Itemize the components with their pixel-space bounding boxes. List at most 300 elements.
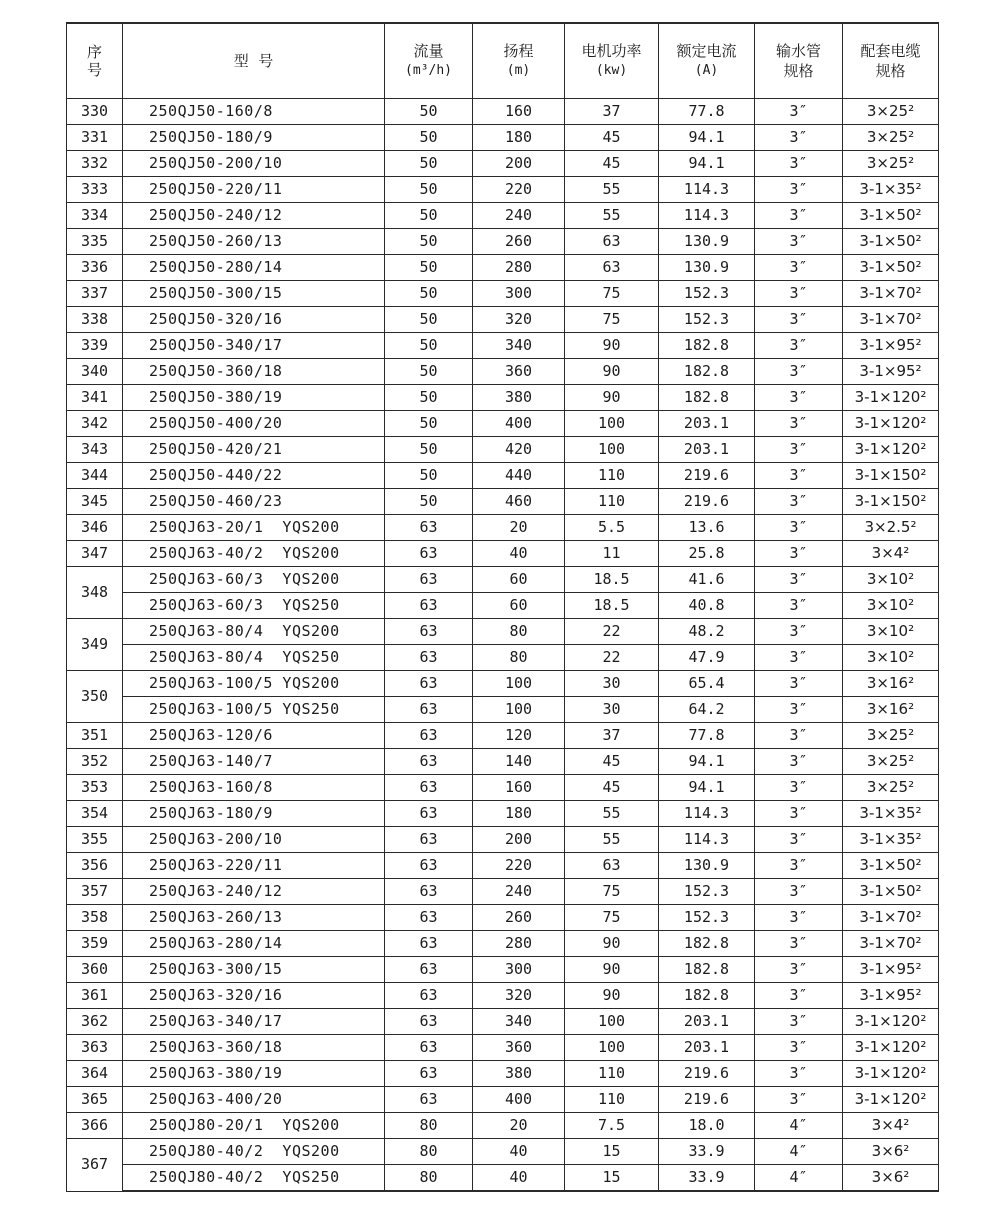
table-row <box>67 307 939 333</box>
cell-seq: 333 <box>67 177 123 203</box>
cell-pipe: 4″ <box>755 1139 843 1165</box>
table-row <box>67 99 939 125</box>
cell-cable: 3-1×35² <box>843 177 939 203</box>
cell-model: 250QJ80-40/2 YQS250 <box>123 1165 385 1192</box>
cell-head: 360 <box>473 1035 565 1061</box>
cell-cable: 3×16² <box>843 671 939 697</box>
cell-model: 250QJ50-180/9 <box>123 125 385 151</box>
cell-cable: 3-1×35² <box>843 827 939 853</box>
cell-pipe: 3″ <box>755 1061 843 1087</box>
cell-head: 200 <box>473 151 565 177</box>
cell-current: 64.2 <box>659 697 755 723</box>
table-row <box>67 879 939 905</box>
cell-pipe: 3″ <box>755 359 843 385</box>
cell-cable: 3-1×95² <box>843 333 939 359</box>
header-seq-label: 序 号 <box>86 43 102 79</box>
cell-cable: 3×16² <box>843 697 939 723</box>
cell-current: 152.3 <box>659 307 755 333</box>
cell-pipe: 3″ <box>755 151 843 177</box>
cell-head: 20 <box>473 1113 565 1139</box>
cell-cable: 3-1×120² <box>843 411 939 437</box>
cell-current: 94.1 <box>659 749 755 775</box>
cell-flow: 63 <box>385 931 473 957</box>
cell-seq: 332 <box>67 151 123 177</box>
cell-head: 160 <box>473 775 565 801</box>
cell-power: 75 <box>565 281 659 307</box>
cell-model: 250QJ50-160/8 <box>123 99 385 125</box>
cell-pipe: 3″ <box>755 1087 843 1113</box>
table-body <box>67 99 939 1192</box>
header-current <box>659 23 755 99</box>
header-flow-unit: (m³/h) <box>405 63 452 78</box>
table-row <box>67 1139 939 1165</box>
cell-seq: 350 <box>67 671 123 723</box>
cell-seq: 343 <box>67 437 123 463</box>
table-row <box>67 1009 939 1035</box>
cell-current: 114.3 <box>659 827 755 853</box>
cell-head: 40 <box>473 1139 565 1165</box>
cell-model: 250QJ50-360/18 <box>123 359 385 385</box>
table-row <box>67 203 939 229</box>
cell-model: 250QJ63-100/5 YQS200 <box>123 671 385 697</box>
cell-flow: 80 <box>385 1113 473 1139</box>
cell-flow: 50 <box>385 463 473 489</box>
table-row <box>67 853 939 879</box>
cell-model: 250QJ63-260/13 <box>123 905 385 931</box>
cell-flow: 50 <box>385 203 473 229</box>
cell-current: 130.9 <box>659 853 755 879</box>
cell-model: 250QJ63-40/2 YQS200 <box>123 541 385 567</box>
cell-head: 220 <box>473 853 565 879</box>
table-row <box>67 957 939 983</box>
cell-head: 380 <box>473 1061 565 1087</box>
cell-pipe: 3″ <box>755 125 843 151</box>
cell-seq: 366 <box>67 1113 123 1139</box>
cell-current: 77.8 <box>659 723 755 749</box>
cell-seq: 362 <box>67 1009 123 1035</box>
cell-current: 94.1 <box>659 775 755 801</box>
cell-model: 250QJ50-320/16 <box>123 307 385 333</box>
cell-head: 240 <box>473 203 565 229</box>
header-power-label: 电机功率 <box>581 42 642 60</box>
cell-flow: 63 <box>385 697 473 723</box>
cell-current: 152.3 <box>659 281 755 307</box>
cell-model: 250QJ50-400/20 <box>123 411 385 437</box>
table-row <box>67 281 939 307</box>
cell-power: 22 <box>565 619 659 645</box>
table-row <box>67 671 939 697</box>
cell-cable: 3-1×120² <box>843 437 939 463</box>
cell-flow: 50 <box>385 333 473 359</box>
table-row <box>67 1061 939 1087</box>
cell-head: 360 <box>473 359 565 385</box>
cell-seq: 347 <box>67 541 123 567</box>
table-row <box>67 983 939 1009</box>
header-flow-label: 流量 <box>413 42 444 60</box>
cell-seq: 339 <box>67 333 123 359</box>
cell-head: 280 <box>473 255 565 281</box>
cell-flow: 63 <box>385 1061 473 1087</box>
cell-model: 250QJ63-180/9 <box>123 801 385 827</box>
cell-flow: 63 <box>385 1009 473 1035</box>
pump-spec-table <box>66 22 939 1192</box>
cell-head: 20 <box>473 515 565 541</box>
cell-flow: 50 <box>385 307 473 333</box>
cell-cable: 3×25² <box>843 749 939 775</box>
table-row <box>67 255 939 281</box>
cell-pipe: 3″ <box>755 463 843 489</box>
cell-pipe: 3″ <box>755 983 843 1009</box>
cell-cable: 3-1×95² <box>843 983 939 1009</box>
cell-model: 250QJ63-60/3 YQS200 <box>123 567 385 593</box>
cell-current: 182.8 <box>659 385 755 411</box>
cell-flow: 63 <box>385 1087 473 1113</box>
cell-cable: 3-1×120² <box>843 1061 939 1087</box>
cell-pipe: 3″ <box>755 723 843 749</box>
cell-cable: 3-1×50² <box>843 203 939 229</box>
cell-head: 340 <box>473 333 565 359</box>
cell-seq: 357 <box>67 879 123 905</box>
cell-head: 100 <box>473 697 565 723</box>
cell-flow: 50 <box>385 99 473 125</box>
cell-model: 250QJ50-340/17 <box>123 333 385 359</box>
cell-current: 130.9 <box>659 229 755 255</box>
cell-pipe: 3″ <box>755 385 843 411</box>
cell-head: 180 <box>473 125 565 151</box>
cell-seq: 360 <box>67 957 123 983</box>
cell-seq: 344 <box>67 463 123 489</box>
cell-flow: 63 <box>385 567 473 593</box>
cell-current: 41.6 <box>659 567 755 593</box>
cell-seq: 338 <box>67 307 123 333</box>
cell-model: 250QJ63-320/16 <box>123 983 385 1009</box>
cell-seq: 345 <box>67 489 123 515</box>
cell-seq: 349 <box>67 619 123 671</box>
cell-seq: 359 <box>67 931 123 957</box>
cell-seq: 337 <box>67 281 123 307</box>
cell-power: 63 <box>565 853 659 879</box>
header-head-label: 扬程 <box>503 42 534 60</box>
cell-model: 250QJ50-220/11 <box>123 177 385 203</box>
cell-power: 110 <box>565 489 659 515</box>
cell-pipe: 3″ <box>755 229 843 255</box>
header-seq <box>67 23 123 99</box>
cell-model: 250QJ50-260/13 <box>123 229 385 255</box>
header-cable-label-2: 规格 <box>875 62 906 80</box>
cell-power: 90 <box>565 359 659 385</box>
cell-head: 120 <box>473 723 565 749</box>
cell-flow: 50 <box>385 359 473 385</box>
cell-flow: 63 <box>385 905 473 931</box>
cell-seq: 346 <box>67 515 123 541</box>
cell-model: 250QJ63-20/1 YQS200 <box>123 515 385 541</box>
cell-cable: 3-1×150² <box>843 463 939 489</box>
cell-seq: 341 <box>67 385 123 411</box>
cell-pipe: 3″ <box>755 853 843 879</box>
header-power-unit: (kw) <box>595 63 628 78</box>
cell-seq: 351 <box>67 723 123 749</box>
cell-head: 240 <box>473 879 565 905</box>
cell-seq: 340 <box>67 359 123 385</box>
cell-pipe: 3″ <box>755 619 843 645</box>
cell-model: 250QJ50-460/23 <box>123 489 385 515</box>
table-row <box>67 645 939 671</box>
cell-power: 11 <box>565 541 659 567</box>
cell-pipe: 3″ <box>755 905 843 931</box>
cell-head: 340 <box>473 1009 565 1035</box>
cell-model: 250QJ63-360/18 <box>123 1035 385 1061</box>
cell-seq: 365 <box>67 1087 123 1113</box>
table-row <box>67 905 939 931</box>
cell-model: 250QJ63-340/17 <box>123 1009 385 1035</box>
cell-cable: 3-1×120² <box>843 385 939 411</box>
cell-power: 100 <box>565 411 659 437</box>
header-current-unit: (A) <box>694 63 719 78</box>
cell-pipe: 3″ <box>755 775 843 801</box>
cell-model: 250QJ50-440/22 <box>123 463 385 489</box>
cell-head: 320 <box>473 307 565 333</box>
cell-pipe: 3″ <box>755 801 843 827</box>
table-row <box>67 697 939 723</box>
cell-cable: 3×6² <box>843 1165 939 1192</box>
cell-power: 100 <box>565 437 659 463</box>
cell-cable: 3-1×70² <box>843 905 939 931</box>
cell-flow: 63 <box>385 671 473 697</box>
cell-current: 203.1 <box>659 1035 755 1061</box>
cell-cable: 3×10² <box>843 645 939 671</box>
cell-head: 80 <box>473 645 565 671</box>
cell-flow: 63 <box>385 827 473 853</box>
cell-flow: 63 <box>385 1035 473 1061</box>
cell-model: 250QJ63-200/10 <box>123 827 385 853</box>
table-row <box>67 931 939 957</box>
header-model: 型 号 <box>123 23 385 99</box>
table-row <box>67 359 939 385</box>
cell-cable: 3-1×120² <box>843 1035 939 1061</box>
cell-pipe: 3″ <box>755 281 843 307</box>
cell-flow: 50 <box>385 255 473 281</box>
cell-flow: 63 <box>385 957 473 983</box>
cell-power: 45 <box>565 749 659 775</box>
cell-head: 460 <box>473 489 565 515</box>
cell-seq: 353 <box>67 775 123 801</box>
cell-pipe: 4″ <box>755 1165 843 1192</box>
cell-head: 400 <box>473 1087 565 1113</box>
cell-cable: 3-1×50² <box>843 255 939 281</box>
cell-power: 110 <box>565 1061 659 1087</box>
cell-flow: 63 <box>385 983 473 1009</box>
cell-cable: 3-1×70² <box>843 281 939 307</box>
cell-flow: 63 <box>385 775 473 801</box>
cell-power: 45 <box>565 775 659 801</box>
cell-flow: 50 <box>385 229 473 255</box>
cell-flow: 63 <box>385 645 473 671</box>
cell-model: 250QJ50-200/10 <box>123 151 385 177</box>
cell-current: 114.3 <box>659 177 755 203</box>
cell-power: 37 <box>565 99 659 125</box>
cell-current: 182.8 <box>659 957 755 983</box>
cell-head: 380 <box>473 385 565 411</box>
cell-model: 250QJ50-300/15 <box>123 281 385 307</box>
cell-power: 100 <box>565 1009 659 1035</box>
cell-model: 250QJ63-220/11 <box>123 853 385 879</box>
cell-power: 110 <box>565 463 659 489</box>
table-row <box>67 489 939 515</box>
header-head <box>473 23 565 99</box>
cell-seq: 348 <box>67 567 123 619</box>
cell-pipe: 3″ <box>755 749 843 775</box>
cell-current: 65.4 <box>659 671 755 697</box>
cell-model: 250QJ63-120/6 <box>123 723 385 749</box>
cell-cable: 3×6² <box>843 1139 939 1165</box>
cell-seq: 335 <box>67 229 123 255</box>
cell-power: 15 <box>565 1165 659 1192</box>
cell-seq: 364 <box>67 1061 123 1087</box>
cell-power: 45 <box>565 151 659 177</box>
cell-power: 75 <box>565 905 659 931</box>
table-row <box>67 333 939 359</box>
cell-pipe: 3″ <box>755 333 843 359</box>
cell-pipe: 3″ <box>755 411 843 437</box>
cell-pipe: 3″ <box>755 307 843 333</box>
cell-seq: 334 <box>67 203 123 229</box>
cell-flow: 80 <box>385 1165 473 1192</box>
cell-flow: 63 <box>385 879 473 905</box>
cell-pipe: 4″ <box>755 1113 843 1139</box>
table-row <box>67 1035 939 1061</box>
cell-current: 219.6 <box>659 463 755 489</box>
table-row <box>67 723 939 749</box>
cell-cable: 3×25² <box>843 99 939 125</box>
cell-flow: 63 <box>385 723 473 749</box>
cell-power: 37 <box>565 723 659 749</box>
cell-cable: 3×25² <box>843 775 939 801</box>
cell-pipe: 3″ <box>755 203 843 229</box>
cell-power: 90 <box>565 385 659 411</box>
cell-power: 90 <box>565 957 659 983</box>
cell-seq: 367 <box>67 1139 123 1192</box>
table-row <box>67 463 939 489</box>
cell-power: 55 <box>565 827 659 853</box>
cell-seq: 336 <box>67 255 123 281</box>
cell-current: 94.1 <box>659 151 755 177</box>
header-head-unit: (m) <box>506 63 531 78</box>
cell-head: 40 <box>473 1165 565 1192</box>
cell-power: 90 <box>565 931 659 957</box>
cell-pipe: 3″ <box>755 255 843 281</box>
table-row <box>67 541 939 567</box>
cell-model: 250QJ63-240/12 <box>123 879 385 905</box>
cell-flow: 63 <box>385 749 473 775</box>
cell-model: 250QJ63-380/19 <box>123 1061 385 1087</box>
header-pipe-label: 输水管 <box>775 42 821 60</box>
table-row <box>67 619 939 645</box>
table-header <box>67 23 939 99</box>
cell-head: 140 <box>473 749 565 775</box>
cell-pipe: 3″ <box>755 541 843 567</box>
cell-model: 250QJ63-400/20 <box>123 1087 385 1113</box>
cell-pipe: 3″ <box>755 1009 843 1035</box>
cell-head: 180 <box>473 801 565 827</box>
table-row <box>67 177 939 203</box>
cell-model: 250QJ50-240/12 <box>123 203 385 229</box>
cell-cable: 3×2.5² <box>843 515 939 541</box>
cell-model: 250QJ63-80/4 YQS250 <box>123 645 385 671</box>
cell-cable: 3-1×150² <box>843 489 939 515</box>
header-cable <box>843 23 939 99</box>
cell-flow: 63 <box>385 541 473 567</box>
cell-pipe: 3″ <box>755 567 843 593</box>
cell-seq: 363 <box>67 1035 123 1061</box>
cell-cable: 3-1×95² <box>843 957 939 983</box>
cell-model: 250QJ50-280/14 <box>123 255 385 281</box>
cell-current: 130.9 <box>659 255 755 281</box>
cell-current: 219.6 <box>659 1061 755 1087</box>
table-row <box>67 411 939 437</box>
cell-cable: 3-1×70² <box>843 307 939 333</box>
cell-current: 152.3 <box>659 879 755 905</box>
cell-model: 250QJ50-380/19 <box>123 385 385 411</box>
cell-current: 182.8 <box>659 983 755 1009</box>
cell-seq: 355 <box>67 827 123 853</box>
cell-flow: 63 <box>385 515 473 541</box>
cell-cable: 3×25² <box>843 723 939 749</box>
cell-flow: 50 <box>385 125 473 151</box>
cell-seq: 358 <box>67 905 123 931</box>
table-row <box>67 775 939 801</box>
cell-pipe: 3″ <box>755 515 843 541</box>
cell-power: 15 <box>565 1139 659 1165</box>
cell-model: 250QJ63-60/3 YQS250 <box>123 593 385 619</box>
cell-current: 40.8 <box>659 593 755 619</box>
cell-flow: 50 <box>385 489 473 515</box>
table-row <box>67 593 939 619</box>
cell-current: 47.9 <box>659 645 755 671</box>
cell-pipe: 3″ <box>755 957 843 983</box>
cell-head: 160 <box>473 99 565 125</box>
cell-flow: 50 <box>385 151 473 177</box>
cell-cable: 3×25² <box>843 151 939 177</box>
cell-head: 60 <box>473 593 565 619</box>
cell-current: 182.8 <box>659 359 755 385</box>
cell-head: 400 <box>473 411 565 437</box>
cell-head: 80 <box>473 619 565 645</box>
cell-pipe: 3″ <box>755 177 843 203</box>
cell-cable: 3-1×50² <box>843 229 939 255</box>
cell-seq: 354 <box>67 801 123 827</box>
cell-power: 75 <box>565 879 659 905</box>
cell-power: 75 <box>565 307 659 333</box>
cell-current: 94.1 <box>659 125 755 151</box>
cell-current: 182.8 <box>659 931 755 957</box>
cell-model: 250QJ63-280/14 <box>123 931 385 957</box>
header-cable-label: 配套电缆 <box>860 42 921 60</box>
cell-head: 320 <box>473 983 565 1009</box>
cell-model: 250QJ63-140/7 <box>123 749 385 775</box>
cell-pipe: 3″ <box>755 827 843 853</box>
cell-cable: 3-1×35² <box>843 801 939 827</box>
cell-cable: 3×25² <box>843 125 939 151</box>
cell-head: 200 <box>473 827 565 853</box>
cell-cable: 3×10² <box>843 567 939 593</box>
cell-pipe: 3″ <box>755 931 843 957</box>
table-row <box>67 385 939 411</box>
cell-model: 250QJ63-80/4 YQS200 <box>123 619 385 645</box>
cell-current: 203.1 <box>659 1009 755 1035</box>
table-row <box>67 229 939 255</box>
cell-model: 250QJ50-420/21 <box>123 437 385 463</box>
cell-power: 18.5 <box>565 567 659 593</box>
